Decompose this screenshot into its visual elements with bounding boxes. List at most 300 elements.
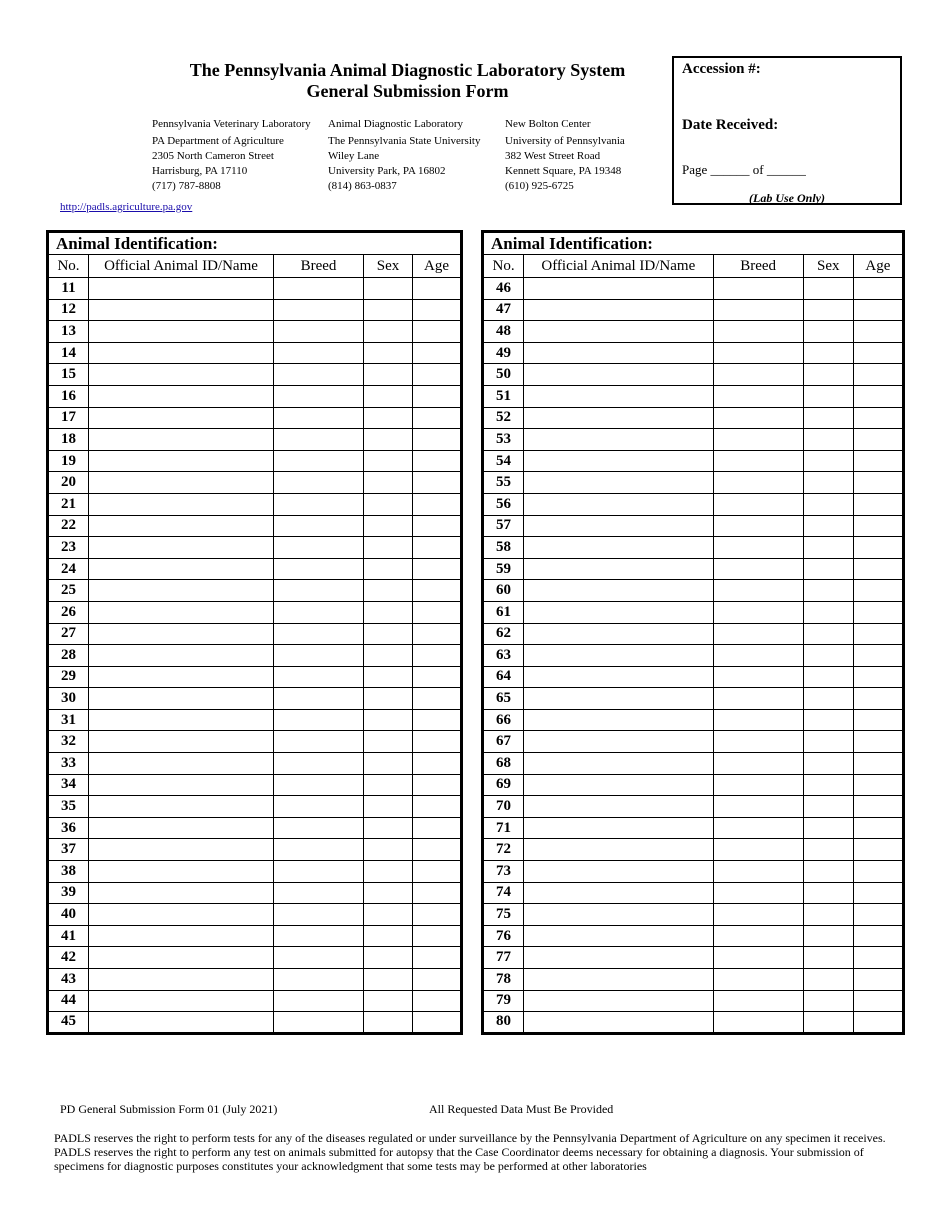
sex-cell[interactable] [364, 623, 413, 645]
sex-cell[interactable] [803, 861, 853, 883]
breed-cell[interactable] [274, 537, 364, 559]
sex-cell[interactable] [364, 299, 413, 321]
sex-cell[interactable] [364, 774, 413, 796]
sex-cell[interactable] [803, 688, 853, 710]
breed-cell[interactable] [713, 753, 803, 775]
breed-cell[interactable] [713, 817, 803, 839]
breed-cell[interactable] [713, 796, 803, 818]
breed-cell[interactable] [274, 688, 364, 710]
address-new-bolton [505, 117, 625, 194]
sex-cell[interactable] [803, 753, 853, 775]
breed-cell[interactable] [274, 385, 364, 407]
sex-cell[interactable] [364, 515, 413, 537]
animal-id-cell[interactable] [89, 299, 274, 321]
age-cell[interactable] [413, 709, 462, 731]
animal-id-cell[interactable] [89, 493, 274, 515]
animal-id-cell[interactable] [524, 774, 713, 796]
breed-cell[interactable] [274, 558, 364, 580]
sex-cell[interactable] [364, 493, 413, 515]
animal-id-cell[interactable] [89, 731, 274, 753]
age-cell[interactable] [413, 731, 462, 753]
breed-cell[interactable] [713, 1012, 803, 1034]
age-cell[interactable] [853, 753, 903, 775]
sex-cell[interactable] [803, 429, 853, 451]
sex-cell[interactable] [364, 882, 413, 904]
breed-cell[interactable] [274, 407, 364, 429]
sex-cell[interactable] [364, 731, 413, 753]
animal-id-cell[interactable] [524, 580, 713, 602]
column-header-animal-id: Official Animal ID/Name [89, 255, 274, 278]
sex-cell[interactable] [803, 1012, 853, 1034]
age-cell[interactable] [853, 796, 903, 818]
age-cell[interactable] [413, 796, 462, 818]
animal-id-cell[interactable] [89, 558, 274, 580]
breed-cell[interactable] [274, 515, 364, 537]
breed-cell[interactable] [713, 472, 803, 494]
breed-cell[interactable] [713, 709, 803, 731]
animal-id-cell[interactable] [89, 774, 274, 796]
animal-id-cell[interactable] [524, 321, 713, 343]
age-cell[interactable] [853, 407, 903, 429]
breed-cell[interactable] [713, 299, 803, 321]
sex-cell[interactable] [803, 558, 853, 580]
breed-cell[interactable] [713, 364, 803, 386]
breed-cell[interactable] [274, 839, 364, 861]
breed-cell[interactable] [713, 990, 803, 1012]
breed-cell[interactable] [274, 321, 364, 343]
breed-cell[interactable] [713, 407, 803, 429]
sex-cell[interactable] [364, 839, 413, 861]
breed-cell[interactable] [274, 364, 364, 386]
sex-cell[interactable] [364, 817, 413, 839]
breed-cell[interactable] [274, 493, 364, 515]
row-number: 73 [483, 861, 524, 883]
sex-cell[interactable] [803, 342, 853, 364]
breed-cell[interactable] [713, 904, 803, 926]
animal-id-cell[interactable] [89, 990, 274, 1012]
age-cell[interactable] [413, 407, 462, 429]
breed-cell[interactable] [274, 1012, 364, 1034]
table-row [483, 817, 904, 839]
animal-id-cell[interactable] [524, 429, 713, 451]
animal-id-cell[interactable] [89, 947, 274, 969]
animal-id-cell[interactable] [89, 278, 274, 300]
age-cell[interactable] [413, 882, 462, 904]
row-number: 68 [483, 753, 524, 775]
age-cell[interactable] [853, 299, 903, 321]
age-cell[interactable] [853, 472, 903, 494]
animal-id-cell[interactable] [524, 558, 713, 580]
animal-id-cell[interactable] [89, 321, 274, 343]
animal-id-cell[interactable] [89, 407, 274, 429]
animal-id-cell[interactable] [524, 796, 713, 818]
column-header-breed: Breed [713, 255, 803, 278]
age-cell[interactable] [853, 450, 903, 472]
animal-id-cell[interactable] [524, 990, 713, 1012]
sex-cell[interactable] [364, 861, 413, 883]
sex-cell[interactable] [364, 969, 413, 991]
breed-cell[interactable] [713, 774, 803, 796]
animal-id-cell[interactable] [89, 342, 274, 364]
animal-id-cell[interactable] [524, 666, 713, 688]
animal-id-cell[interactable] [524, 537, 713, 559]
age-cell[interactable] [853, 321, 903, 343]
animal-id-cell[interactable] [89, 839, 274, 861]
sex-cell[interactable] [364, 407, 413, 429]
animal-id-cell[interactable] [89, 472, 274, 494]
breed-cell[interactable] [713, 385, 803, 407]
animal-id-cell[interactable] [89, 817, 274, 839]
breed-cell[interactable] [274, 645, 364, 667]
sex-cell[interactable] [364, 537, 413, 559]
sex-cell[interactable] [364, 472, 413, 494]
age-cell[interactable] [413, 645, 462, 667]
sex-cell[interactable] [364, 925, 413, 947]
sex-cell[interactable] [364, 645, 413, 667]
age-cell[interactable] [413, 364, 462, 386]
age-cell[interactable] [853, 601, 903, 623]
sex-cell[interactable] [803, 882, 853, 904]
animal-id-cell[interactable] [89, 623, 274, 645]
breed-cell[interactable] [274, 796, 364, 818]
age-cell[interactable] [413, 601, 462, 623]
row-number: 56 [483, 493, 524, 515]
age-cell[interactable] [413, 450, 462, 472]
breed-cell[interactable] [713, 925, 803, 947]
sex-cell[interactable] [803, 925, 853, 947]
age-cell[interactable] [413, 839, 462, 861]
animal-id-cell[interactable] [524, 925, 713, 947]
breed-cell[interactable] [713, 429, 803, 451]
breed-cell[interactable] [713, 342, 803, 364]
sex-cell[interactable] [803, 299, 853, 321]
row-number: 47 [483, 299, 524, 321]
animal-id-cell[interactable] [89, 904, 274, 926]
sex-cell[interactable] [803, 472, 853, 494]
age-cell[interactable] [413, 688, 462, 710]
age-cell[interactable] [413, 429, 462, 451]
sex-cell[interactable] [803, 364, 853, 386]
animal-id-cell[interactable] [89, 753, 274, 775]
sex-cell[interactable] [803, 709, 853, 731]
animal-id-cell[interactable] [524, 364, 713, 386]
animal-id-cell[interactable] [89, 537, 274, 559]
breed-cell[interactable] [713, 839, 803, 861]
breed-cell[interactable] [274, 904, 364, 926]
age-cell[interactable] [853, 1012, 903, 1034]
sex-cell[interactable] [803, 407, 853, 429]
animal-id-cell[interactable] [524, 688, 713, 710]
sex-cell[interactable] [803, 904, 853, 926]
breed-cell[interactable] [274, 450, 364, 472]
age-cell[interactable] [413, 947, 462, 969]
animal-id-cell[interactable] [524, 817, 713, 839]
sex-cell[interactable] [364, 558, 413, 580]
animal-id-cell[interactable] [89, 580, 274, 602]
sex-cell[interactable] [803, 990, 853, 1012]
animal-id-cell[interactable] [89, 882, 274, 904]
sex-cell[interactable] [364, 666, 413, 688]
animal-id-cell[interactable] [524, 342, 713, 364]
breed-cell[interactable] [713, 969, 803, 991]
age-cell[interactable] [853, 558, 903, 580]
age-cell[interactable] [413, 580, 462, 602]
sex-cell[interactable] [364, 429, 413, 451]
breed-cell[interactable] [274, 925, 364, 947]
animal-id-cell[interactable] [524, 753, 713, 775]
animal-id-cell[interactable] [89, 450, 274, 472]
sex-cell[interactable] [803, 580, 853, 602]
animal-id-cell[interactable] [524, 385, 713, 407]
breed-cell[interactable] [713, 861, 803, 883]
animal-id-cell[interactable] [524, 861, 713, 883]
animal-id-cell[interactable] [89, 429, 274, 451]
age-cell[interactable] [853, 537, 903, 559]
breed-cell[interactable] [713, 623, 803, 645]
breed-cell[interactable] [274, 731, 364, 753]
breed-cell[interactable] [274, 774, 364, 796]
animal-id-cell[interactable] [89, 645, 274, 667]
breed-cell[interactable] [713, 688, 803, 710]
animal-id-cell[interactable] [89, 666, 274, 688]
sex-cell[interactable] [803, 731, 853, 753]
sex-cell[interactable] [803, 666, 853, 688]
age-cell[interactable] [413, 278, 462, 300]
age-cell[interactable] [853, 666, 903, 688]
sex-cell[interactable] [803, 537, 853, 559]
animal-id-cell[interactable] [524, 299, 713, 321]
sex-cell[interactable] [364, 580, 413, 602]
sex-cell[interactable] [364, 796, 413, 818]
age-cell[interactable] [853, 364, 903, 386]
sex-cell[interactable] [803, 493, 853, 515]
age-cell[interactable] [853, 839, 903, 861]
age-cell[interactable] [853, 731, 903, 753]
animal-id-cell[interactable] [524, 709, 713, 731]
breed-cell[interactable] [274, 969, 364, 991]
age-cell[interactable] [853, 969, 903, 991]
animal-id-cell[interactable] [89, 796, 274, 818]
row-number: 19 [48, 450, 89, 472]
animal-id-cell[interactable] [89, 688, 274, 710]
animal-id-cell[interactable] [89, 969, 274, 991]
age-cell[interactable] [413, 904, 462, 926]
age-cell[interactable] [413, 925, 462, 947]
age-cell[interactable] [413, 990, 462, 1012]
sex-cell[interactable] [364, 688, 413, 710]
breed-cell[interactable] [274, 882, 364, 904]
age-cell[interactable] [413, 321, 462, 343]
breed-cell[interactable] [713, 558, 803, 580]
animal-id-cell[interactable] [524, 1012, 713, 1034]
age-cell[interactable] [853, 645, 903, 667]
breed-cell[interactable] [713, 731, 803, 753]
sex-cell[interactable] [364, 342, 413, 364]
sex-cell[interactable] [364, 1012, 413, 1034]
age-cell[interactable] [413, 861, 462, 883]
animal-id-cell[interactable] [524, 839, 713, 861]
breed-cell[interactable] [274, 278, 364, 300]
breed-cell[interactable] [713, 645, 803, 667]
breed-cell[interactable] [713, 278, 803, 300]
age-cell[interactable] [413, 623, 462, 645]
animal-id-cell[interactable] [524, 904, 713, 926]
sex-cell[interactable] [803, 623, 853, 645]
sex-cell[interactable] [803, 385, 853, 407]
sex-cell[interactable] [364, 364, 413, 386]
age-cell[interactable] [853, 774, 903, 796]
sex-cell[interactable] [803, 969, 853, 991]
sex-cell[interactable] [803, 839, 853, 861]
sex-cell[interactable] [364, 278, 413, 300]
sex-cell[interactable] [364, 753, 413, 775]
age-cell[interactable] [853, 688, 903, 710]
breed-cell[interactable] [274, 753, 364, 775]
age-cell[interactable] [853, 429, 903, 451]
age-cell[interactable] [853, 342, 903, 364]
breed-cell[interactable] [274, 601, 364, 623]
row-number: 15 [48, 364, 89, 386]
breed-cell[interactable] [274, 623, 364, 645]
sex-cell[interactable] [364, 709, 413, 731]
animal-id-cell[interactable] [524, 515, 713, 537]
table-row [48, 342, 462, 364]
breed-cell[interactable] [713, 666, 803, 688]
age-cell[interactable] [853, 580, 903, 602]
age-cell[interactable] [853, 385, 903, 407]
age-cell[interactable] [853, 623, 903, 645]
breed-cell[interactable] [274, 299, 364, 321]
animal-id-cell[interactable] [524, 472, 713, 494]
age-cell[interactable] [413, 817, 462, 839]
animal-id-cell[interactable] [89, 601, 274, 623]
sex-cell[interactable] [364, 990, 413, 1012]
animal-id-cell[interactable] [524, 969, 713, 991]
age-cell[interactable] [853, 278, 903, 300]
animal-id-cell[interactable] [89, 515, 274, 537]
sex-cell[interactable] [364, 450, 413, 472]
age-cell[interactable] [853, 990, 903, 1012]
breed-cell[interactable] [713, 321, 803, 343]
breed-cell[interactable] [713, 882, 803, 904]
sex-cell[interactable] [364, 947, 413, 969]
breed-cell[interactable] [713, 515, 803, 537]
sex-cell[interactable] [803, 515, 853, 537]
sex-cell[interactable] [803, 645, 853, 667]
breed-cell[interactable] [713, 601, 803, 623]
age-cell[interactable] [853, 861, 903, 883]
breed-cell[interactable] [274, 947, 364, 969]
age-cell[interactable] [413, 753, 462, 775]
row-number: 45 [48, 1012, 89, 1034]
breed-cell[interactable] [274, 580, 364, 602]
sex-cell[interactable] [364, 601, 413, 623]
breed-cell[interactable] [274, 990, 364, 1012]
animal-id-cell[interactable] [89, 1012, 274, 1034]
breed-cell[interactable] [274, 709, 364, 731]
sex-cell[interactable] [803, 450, 853, 472]
animal-id-cell[interactable] [524, 623, 713, 645]
table-row [48, 278, 462, 300]
sex-cell[interactable] [364, 385, 413, 407]
animal-id-cell[interactable] [89, 364, 274, 386]
breed-cell[interactable] [274, 342, 364, 364]
age-cell[interactable] [853, 709, 903, 731]
age-cell[interactable] [413, 385, 462, 407]
age-cell[interactable] [413, 342, 462, 364]
animal-id-cell[interactable] [524, 731, 713, 753]
sex-cell[interactable] [803, 947, 853, 969]
animal-id-cell[interactable] [524, 601, 713, 623]
breed-cell[interactable] [713, 947, 803, 969]
row-number: 13 [48, 321, 89, 343]
address-line: Kennett Square, PA 19348 [505, 165, 622, 177]
sex-cell[interactable] [803, 774, 853, 796]
sex-cell[interactable] [803, 321, 853, 343]
sex-cell[interactable] [364, 321, 413, 343]
address-line: 2305 North Cameron Street [152, 150, 274, 162]
age-cell[interactable] [413, 1012, 462, 1034]
animal-id-cell[interactable] [524, 278, 713, 300]
age-cell[interactable] [853, 515, 903, 537]
animal-id-cell[interactable] [524, 645, 713, 667]
age-cell[interactable] [853, 882, 903, 904]
sex-cell[interactable] [803, 796, 853, 818]
animal-id-cell[interactable] [89, 861, 274, 883]
animal-id-cell[interactable] [524, 493, 713, 515]
age-cell[interactable] [413, 299, 462, 321]
animal-id-cell[interactable] [524, 882, 713, 904]
breed-cell[interactable] [274, 861, 364, 883]
table-row [483, 515, 904, 537]
age-cell[interactable] [413, 969, 462, 991]
animal-id-cell[interactable] [89, 925, 274, 947]
animal-id-cell[interactable] [524, 450, 713, 472]
breed-cell[interactable] [713, 580, 803, 602]
breed-cell[interactable] [274, 429, 364, 451]
age-cell[interactable] [853, 904, 903, 926]
breed-cell[interactable] [274, 666, 364, 688]
age-cell[interactable] [853, 925, 903, 947]
animal-id-cell[interactable] [524, 947, 713, 969]
age-cell[interactable] [853, 493, 903, 515]
age-cell[interactable] [413, 666, 462, 688]
sex-cell[interactable] [803, 817, 853, 839]
animal-id-cell[interactable] [89, 385, 274, 407]
age-cell[interactable] [413, 774, 462, 796]
age-cell[interactable] [413, 515, 462, 537]
breed-cell[interactable] [274, 472, 364, 494]
age-cell[interactable] [413, 558, 462, 580]
animal-id-cell[interactable] [524, 407, 713, 429]
sex-cell[interactable] [803, 278, 853, 300]
breed-cell[interactable] [713, 537, 803, 559]
age-cell[interactable] [413, 537, 462, 559]
age-cell[interactable] [413, 472, 462, 494]
table-row [483, 947, 904, 969]
sex-cell[interactable] [364, 904, 413, 926]
breed-cell[interactable] [713, 493, 803, 515]
padls-website-link[interactable]: http://padls.agriculture.pa.gov [60, 201, 193, 213]
age-cell[interactable] [853, 817, 903, 839]
age-cell[interactable] [413, 493, 462, 515]
column-header-sex: Sex [803, 255, 853, 278]
breed-cell[interactable] [274, 817, 364, 839]
age-cell[interactable] [853, 947, 903, 969]
breed-cell[interactable] [713, 450, 803, 472]
animal-id-cell[interactable] [89, 709, 274, 731]
sex-cell[interactable] [803, 601, 853, 623]
